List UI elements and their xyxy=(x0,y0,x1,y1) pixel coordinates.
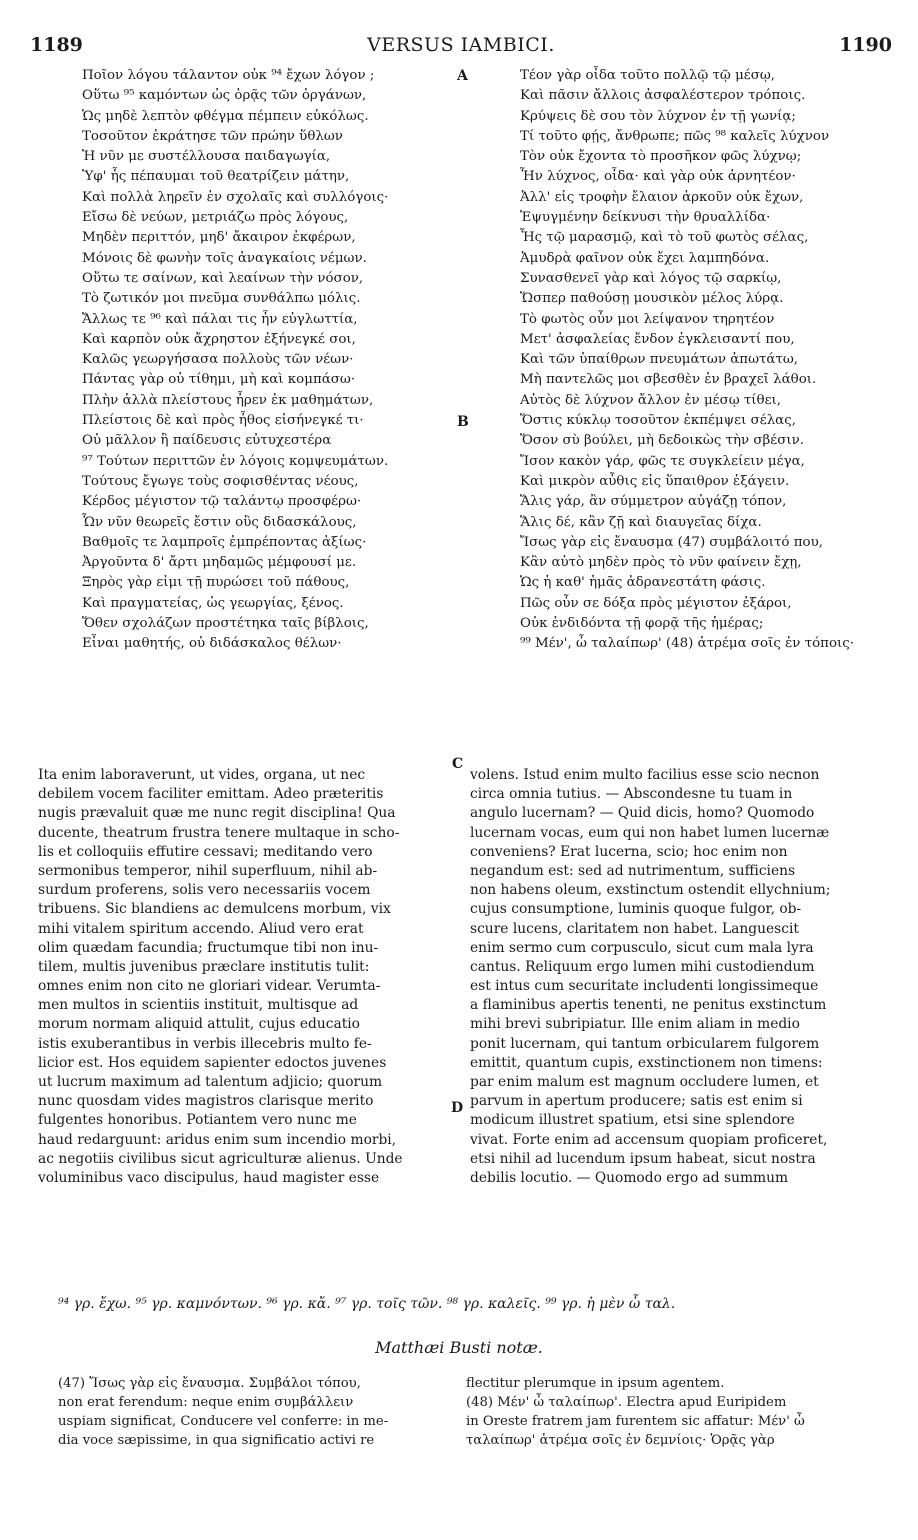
greek-verse-line: Ἀμυδρὰ φαῖνον οὐκ ἔχει λαμπηδόνα. xyxy=(520,250,770,266)
greek-verse-line: Ἦν λύχνος, οἶδα· καὶ γὰρ οὐκ ἀρνητέον· xyxy=(520,169,796,185)
notes-column-right xyxy=(466,1374,904,1450)
greek-verse-line: Τὸ ζωτικόν μοι πνεῦμα συνθάλπω μόλις. xyxy=(82,291,361,307)
greek-verse-line: Ὅθεν σχολάζων προστέτηκα ταῖς βίβλοις, xyxy=(82,616,369,632)
latin-text-line: parvum in apertum producere; satis est enim si xyxy=(470,1093,803,1110)
latin-translation-column-right xyxy=(470,766,904,1188)
latin-text-line: mihi brevi subripiatur. Ille enim aliam in medio xyxy=(470,1016,800,1033)
section-marker-d: D xyxy=(451,1100,464,1116)
latin-text-line: ac negotiis civilibus sicut agriculturæ alienus. Unde xyxy=(38,1150,403,1167)
note-line: in Oreste fratrem jam furentem sic affatur: Μέν' ὦ xyxy=(466,1414,805,1429)
greek-verse-line: Ἧς τῷ μαρασμῷ, καὶ τὸ τοῦ φωτὸς σέλας, xyxy=(520,230,809,246)
note-line: (48) Μέν' ὦ ταλαίπωρ'. Electra apud Euripidem xyxy=(466,1395,787,1410)
section-marker-b: B xyxy=(457,414,469,430)
greek-verse-line: Ἄλλως τε ⁹⁶ καὶ πάλαι τις ἦν εὐγλωττία, xyxy=(82,311,358,327)
latin-text-line: volens. Istud enim multo facilius esse scio necnon xyxy=(470,767,820,783)
latin-text-line: istis exuberantibus in verbis illecebris multo fe- xyxy=(38,1035,372,1052)
notes-title: Matthæi Busti notæ. xyxy=(375,1338,543,1357)
greek-verse-column-right xyxy=(520,66,904,655)
greek-verse-line: Συνασθενεῖ γὰρ καὶ λόγος τῷ σαρκίῳ, xyxy=(520,270,782,286)
greek-verse-line: Ὡς ἡ καθ' ἡμᾶς ἀδρανεστάτη φάσις. xyxy=(520,575,766,591)
greek-verse-line: Οὕτω τε σαίνων, καὶ λεαίνων τὴν νόσον, xyxy=(82,270,364,286)
greek-verse-line: Ὅσον σὺ βούλει, μὴ δεδοικὼς τὴν σβέσιν. xyxy=(520,433,805,449)
greek-verse-line: Ἀργοῦντα δ' ἄρτι μηδαμῶς μέμφουσί με. xyxy=(82,555,357,571)
latin-text-line: non habens oleum, exstinctum ostendit ellychnium; xyxy=(470,882,831,899)
latin-text-line: debilis locutio. — Quomodo ergo ad summum xyxy=(470,1169,789,1186)
latin-text-line: ponit lucernam, qui tantum orbicularem fulgorem xyxy=(470,1035,820,1052)
latin-text-line: modicum illustret spatium, etsi sine splendore xyxy=(470,1112,795,1129)
greek-verse-line: Καὶ τῶν ὑπαίθρων πνευμάτων ἀπωτάτω, xyxy=(520,352,799,368)
latin-text-line: fulgentes honoribus. Potiantem vero nunc me xyxy=(38,1112,357,1129)
variant-readings: ⁹⁴ γρ. ἔχω. ⁹⁵ γρ. καμνόντων. ⁹⁶ γρ. κἄ. ⁹⁷ γρ. τοῖς τῶν. ⁹⁸ γρ. καλεῖς. ⁹⁹ γρ. ἡ μὲν ὦ ταλ. xyxy=(58,1296,676,1312)
greek-verse-line: Καὶ καρπὸν οὐκ ἄχρηστον ἐξήνεγκέ σοι, xyxy=(82,331,356,347)
latin-text-line: a flaminibus apertis tenenti, ne penitus exstinctum xyxy=(470,997,827,1014)
greek-verse-line: Τούτους ἔγωγε τοὺς σοφισθέντας νέους, xyxy=(82,473,359,489)
greek-verse-line: Οὐκ ἐνδιδόντα τῇ φορᾷ τῆς ἡμέρας; xyxy=(520,616,764,632)
latin-text-line: tilem, multis juvenibus præclare institutis tulit: xyxy=(38,958,370,975)
latin-text-line: morum normam aliquid attulit, cujus educatio xyxy=(38,1016,360,1033)
greek-verse-line: Μηδὲν περιττόν, μηδ' ἄκαιρον ἐκφέρων, xyxy=(82,230,356,246)
latin-text-line: ut lucrum maximum ad talentum adjicio; quorum xyxy=(38,1074,383,1090)
note-line: (47) Ἴσως γὰρ εἰς ἔναυσμα. Συμβάλοι τόπου, xyxy=(58,1376,361,1391)
latin-text-line: lucernam vocas, eum qui non habet lumen lucernæ xyxy=(470,824,830,841)
latin-text-line: nugis prævaluit quæ me nunc regit disciplina! Qua xyxy=(38,805,396,822)
note-line: flectitur plerumque in ipsum agentem. xyxy=(466,1376,725,1391)
greek-verse-line: Εἴσω δὲ νεύων, μετριάζω πρὸς λόγους, xyxy=(82,210,349,226)
latin-text-line: ducente, theatrum frustra tenere multaque in scho- xyxy=(38,824,400,841)
greek-verse-line: Ὅστις κύκλῳ τοσοῦτον ἐκπέμψει σέλας, xyxy=(520,413,796,429)
latin-text-line: cujus consumptione, luminis quoque fulgor, ob- xyxy=(470,901,802,918)
latin-text-line: mihi vitalem spiritum accendo. Aliud vero erat xyxy=(38,920,364,937)
greek-verse-line: Αὐτὸς δὲ λύχνον ἄλλον ἐν μέσῳ τίθει, xyxy=(520,392,782,408)
greek-verse-line: Ἅλις δέ, κἂν ζῇ καὶ διαυγεῖας δίχα. xyxy=(520,514,762,530)
greek-verse-line: Ξηρὸς γὰρ εἰμι τῇ πυρώσει τοῦ πάθους, xyxy=(82,575,350,591)
greek-verse-line: Καὶ πολλὰ ληρεῖν ἐν σχολαῖς καὶ συλλόγοις· xyxy=(82,189,389,205)
section-marker-a: A xyxy=(457,68,468,84)
latin-text-line: emittit, quantum cupis, exstinctionem non timens: xyxy=(470,1054,823,1071)
latin-text-line: debilem vocem faciliter emittam. Adeo præteritis xyxy=(38,786,384,803)
greek-verse-line: Κέρδος μέγιστον τῷ ταλάντῳ προσφέρω· xyxy=(82,494,362,510)
greek-verse-line: Μετ' ἀσφαλείας ἔνδον ἐγκλεισαντί που, xyxy=(520,331,795,347)
greek-verse-line: Μόνοις δὲ φωνὴν τοῖς ἀναγκαίοις νέμων. xyxy=(82,250,367,266)
latin-text-line: voluminibus vaco discipulus, haud magister esse xyxy=(38,1169,380,1186)
running-title: VERSUS IAMBICI. xyxy=(367,34,555,56)
greek-verse-line: ⁹⁹ Μέν', ὦ ταλαίπωρ' (48) ἀτρέμα σοῖς ἐν τόποις· xyxy=(520,636,855,652)
greek-verse-line: Ὧν νῦν θεωρεῖς ἔστιν οὓς διδασκάλους, xyxy=(82,514,357,530)
latin-text-line: olim quædam facundia; fructumque tibi non inu- xyxy=(38,939,379,956)
latin-text-line: par enim malum est magnum occludere lumen, et xyxy=(470,1074,819,1090)
latin-text-line: tribuens. Sic blandiens ac demulcens morbum, vix xyxy=(38,901,391,918)
greek-verse-line: Ἴσως γὰρ εἰς ἔναυσμα (47) συμβάλοιτό που, xyxy=(520,534,823,550)
greek-verse-line: Καὶ πραγματείας, ὡς γεωργίας, ξένος. xyxy=(82,595,344,611)
greek-verse-line: ⁹⁷ Τούτων περιττῶν ἐν λόγοις κομψευμάτων. xyxy=(82,453,389,469)
latin-text-line: men multos in scientiis instituit, multisque ad xyxy=(38,997,359,1014)
note-line: uspiam significat, Conducere vel conferre: in me- xyxy=(58,1414,389,1429)
latin-text-line: Ita enim laboraverunt, ut vides, organa, ut nec xyxy=(38,767,366,783)
latin-text-line: lis et colloquiis effutire cessavi; meditando vero xyxy=(38,843,373,860)
greek-verse-line: Βαθμοῖς τε λαμπροῖς ἐμπρέποντας ἀξίως· xyxy=(82,534,367,550)
section-marker-c: C xyxy=(452,756,464,772)
greek-verse-line: Ἐψυγμένην δείκνυσι τὴν θρυαλλίδα· xyxy=(520,210,771,226)
latin-text-line: etsi nihil ad lucendum ipsum habeat, sicut nostra xyxy=(470,1150,816,1167)
note-line: dia voce sæpissime, in qua significatio activi re xyxy=(58,1433,375,1448)
greek-verse-line: Τοσοῦτον ἐκράτησε τῶν πρώην ὕθλων xyxy=(82,128,343,144)
greek-verse-line: Μὴ παντελῶς μοι σβεσθὲν ἐν βραχεῖ λάθοι. xyxy=(520,372,817,388)
greek-verse-line: Τὸν οὐκ ἔχοντα τὸ προσῆκον φῶς λύχνῳ; xyxy=(520,149,802,165)
latin-text-line: est intus cum securitate includenti longissimeque xyxy=(470,978,819,995)
greek-verse-line: Τὸ φωτὸς οὖν μοι λείψανον τηρητέον xyxy=(520,311,775,327)
latin-text-line: haud redarguunt: aridus enim sum incendio morbi, xyxy=(38,1131,397,1148)
greek-verse-line: Τί τοῦτο φῄς, ἄνθρωπε; πῶς ⁹⁸ καλεῖς λύχνον xyxy=(520,128,830,144)
latin-text-line: vivat. Forte enim ad accensum quopiam proficeret, xyxy=(470,1131,828,1148)
latin-text-line: scure lucens, claritatem non habet. Languescit xyxy=(470,920,799,937)
latin-text-line: licior est. Hos equidem sapienter edoctos juvenes xyxy=(38,1054,387,1071)
greek-verse-line: Τέον γὰρ οἶδα τοῦτο πολλῷ τῷ μέσῳ, xyxy=(520,68,776,83)
greek-verse-line: Ὥσπερ παθούσῃ μουσικὸν μέλος λύρᾳ. xyxy=(520,291,784,307)
greek-verse-line: Κἂν αὐτὸ μηδὲν πρὸς τὸ νῦν φαίνειν ἔχῃ, xyxy=(520,555,802,571)
latin-text-line: conveniens? Erat lucerna, scio; hoc enim non xyxy=(470,843,788,860)
greek-verse-line: Εἶναι μαθητής, οὐ διδάσκαλος θέλων· xyxy=(82,636,342,652)
latin-text-line: cantus. Reliquum ergo lumen mihi custodiendum xyxy=(470,958,815,975)
latin-text-line: circa omnia tutius. — Abscondesne tu tuam in xyxy=(470,786,793,803)
greek-verse-line: Ἅλις γάρ, ἂν σύμμετρον αὐγάζῃ τόπον, xyxy=(520,494,787,510)
greek-verse-line: Ἴσον κακὸν γάρ, φῶς τε συγκλείειν μέγα, xyxy=(520,453,805,469)
note-line: non erat ferendum: neque enim συμβάλλειν xyxy=(58,1395,354,1410)
page-header xyxy=(30,34,892,58)
latin-text-line: negandum est: sed ad nutrimentum, sufficiens xyxy=(470,862,796,879)
greek-verse-line: Ὑφ' ἧς πέπαυμαι τοῦ θεατρίζειν μάτην, xyxy=(82,169,350,185)
latin-text-line: surdum proferens, solis vero necessariis vocem xyxy=(38,882,371,899)
greek-verse-line: Καὶ μικρὸν αὖθις εἰς ὕπαιθρον ἐξάγειν. xyxy=(520,473,790,489)
latin-text-line: sermonibus temperor, nihil superfluum, nihil ab- xyxy=(38,862,378,879)
latin-text-line: enim sermo cum corpusculo, sicut cum mala lyra xyxy=(470,939,814,956)
greek-verse-line: Πάντας γὰρ οὐ τίθημι, μὴ καὶ κομπάσω· xyxy=(82,372,356,388)
page-number-right: 1190 xyxy=(839,34,892,56)
note-line: ταλαίπωρ' ἀτρέμα σοῖς ἐν δεμνίοις· Ὁρᾷς γὰρ xyxy=(466,1433,775,1448)
greek-verse-line: Ὡς μηδὲ λεπτὸν φθέγμα πέμπειν εὐκόλως. xyxy=(82,108,369,124)
latin-translation-column-left xyxy=(38,766,446,1188)
greek-verse-line: Πλὴν ἀλλὰ πλείστους ἦρεν ἐκ μαθημάτων, xyxy=(82,392,374,408)
greek-verse-line: Ἀλλ' εἰς τροφὴν ἔλαιον ἀρκοῦν οὐκ ἔχων, xyxy=(520,189,804,205)
greek-verse-line: Πῶς οὖν σε δόξα πρὸς μέγιστον ἐξάροι, xyxy=(520,595,792,611)
greek-verse-line: Ποῖον λόγου τάλαντον οὐκ ⁹⁴ ἔχων λόγον ; xyxy=(82,68,375,83)
greek-verse-column-left xyxy=(82,66,442,655)
page-number-left: 1189 xyxy=(30,34,83,56)
greek-verse-line: Οὕτω ⁹⁵ καμόντων ὡς ὁρᾷς τῶν ὀργάνων, xyxy=(82,88,367,104)
greek-verse-line: Καὶ πᾶσιν ἄλλοις ἀσφαλέστερον τρόποις. xyxy=(520,88,806,104)
greek-verse-line: Πλείστοις δὲ καὶ πρὸς ἦθος εἰσήνεγκέ τι· xyxy=(82,413,364,429)
latin-text-line: omnes enim non cito ne gloriari videar. Verumta- xyxy=(38,978,381,995)
notes-column-left xyxy=(58,1374,448,1450)
greek-verse-line: Ἡ νῦν με συστέλλουσα παιδαγωγία, xyxy=(82,149,331,165)
latin-text-line: angulo lucernam? — Quid dicis, homo? Quomodo xyxy=(470,805,815,822)
latin-text-line: nunc quosdam vides magistros clarisque merito xyxy=(38,1093,374,1110)
greek-verse-line: Καλῶς γεωργήσασα πολλοὺς τῶν νέων· xyxy=(82,352,354,368)
greek-verse-line: Κρύψεις δὲ σου τὸν λύχνον ἐν τῇ γωνίᾳ; xyxy=(520,108,796,124)
greek-verse-line: Οὐ μᾶλλον ἢ παίδευσις εὐτυχεστέρα xyxy=(82,433,332,449)
